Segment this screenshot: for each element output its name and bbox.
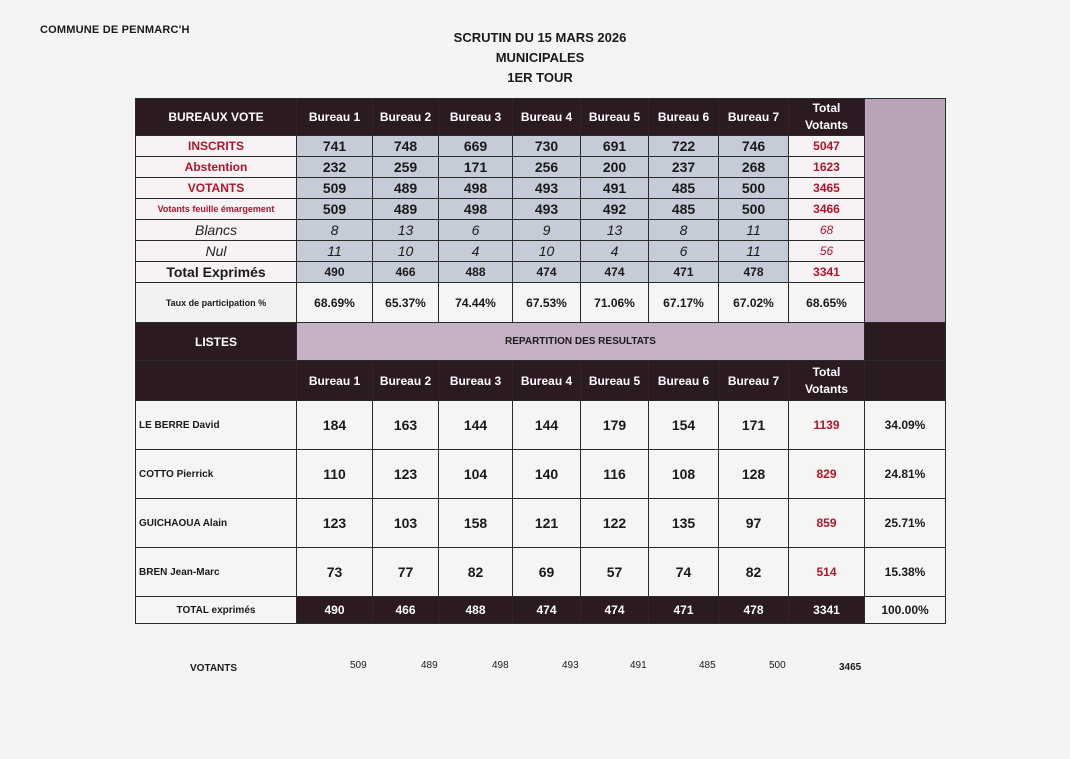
candidate-votes: 82	[439, 548, 513, 597]
document-header	[400, 28, 680, 88]
candidate-votes: 97	[719, 499, 789, 548]
total-header-line1: Total	[812, 101, 841, 115]
candidate-votes: 179	[581, 401, 649, 450]
candidate-row	[136, 499, 946, 548]
lists-header: LISTES	[136, 323, 297, 361]
candidate-votes: 158	[439, 499, 513, 548]
bureau-header: Bureau 1	[297, 361, 373, 401]
cell-value: 259	[373, 157, 439, 178]
cell-value: 6	[439, 220, 513, 241]
lilac-side-panel	[865, 99, 946, 323]
candidate-total: 1139	[789, 401, 865, 450]
cell-value: 466	[373, 262, 439, 283]
candidate-row	[136, 450, 946, 499]
candidate-votes: 128	[719, 450, 789, 499]
total-header-line2: Votants	[804, 118, 849, 132]
candidate-votes: 163	[373, 401, 439, 450]
candidate-votes: 82	[719, 548, 789, 597]
row-label: Nul	[136, 241, 297, 262]
cell-value: 509	[297, 178, 373, 199]
row-label: INSCRITS	[136, 136, 297, 157]
cell-value: 748	[373, 136, 439, 157]
row-label: Blancs	[136, 220, 297, 241]
cell-value: 11	[719, 241, 789, 262]
cell-value: 722	[649, 136, 719, 157]
cell-value: 268	[719, 157, 789, 178]
bureau-header: Bureau 5	[581, 99, 649, 136]
candidate-row	[136, 548, 946, 597]
candidate-votes: 73	[297, 548, 373, 597]
candidate-share: 25.71%	[865, 499, 946, 548]
cell-value: 730	[513, 136, 581, 157]
total-exprimes-value: 474	[581, 597, 649, 624]
cell-value: 232	[297, 157, 373, 178]
dark-corner	[865, 323, 946, 361]
cell-value: 691	[581, 136, 649, 157]
row-abstention	[136, 157, 946, 178]
row-label: Total Exprimés	[136, 262, 297, 283]
cell-value: 478	[719, 262, 789, 283]
cell-value: 11	[719, 220, 789, 241]
cell-value: 11	[297, 241, 373, 262]
cell-value: 65.37%	[373, 283, 439, 323]
cell-value: 471	[649, 262, 719, 283]
bureau-header: Bureau 7	[719, 361, 789, 401]
total-exprimes-label: TOTAL exprimés	[136, 597, 297, 624]
lists-band-row	[136, 323, 946, 361]
footer-votants-value: 485	[699, 660, 716, 671]
footer-votants-total: 3465	[839, 662, 862, 673]
cell-value: 13	[581, 220, 649, 241]
cell-value: 474	[581, 262, 649, 283]
row-nul	[136, 241, 946, 262]
candidate-votes: 122	[581, 499, 649, 548]
total-votants-header	[789, 99, 865, 136]
candidate-votes: 77	[373, 548, 439, 597]
footer-votants-value: 500	[769, 660, 786, 671]
row-total: 5047	[789, 136, 865, 157]
cell-value: 10	[513, 241, 581, 262]
bureau-header: Bureau 2	[373, 361, 439, 401]
row-total: 56	[789, 241, 865, 262]
total-exprimes-value: 490	[297, 597, 373, 624]
cell-value: 669	[439, 136, 513, 157]
row-total: 68.65%	[789, 283, 865, 323]
footer-votants-value: 489	[421, 660, 438, 671]
bureau-header: Bureau 5	[581, 361, 649, 401]
candidate-votes: 57	[581, 548, 649, 597]
bureau-header: Bureau 3	[439, 361, 513, 401]
cell-value: 237	[649, 157, 719, 178]
footer-votants-row	[0, 660, 1070, 676]
candidate-name: GUICHAOUA Alain	[136, 499, 297, 548]
cell-value: 491	[581, 178, 649, 199]
candidate-votes: 144	[513, 401, 581, 450]
cell-value: 474	[513, 262, 581, 283]
cell-value: 485	[649, 199, 719, 220]
results-table	[135, 98, 946, 624]
candidate-name: LE BERRE David	[136, 401, 297, 450]
cell-value: 10	[373, 241, 439, 262]
row-label: Abstention	[136, 157, 297, 178]
bureau-header: Bureau 4	[513, 361, 581, 401]
candidate-votes: 123	[297, 499, 373, 548]
candidate-votes: 123	[373, 450, 439, 499]
candidate-total: 829	[789, 450, 865, 499]
cell-value: 67.02%	[719, 283, 789, 323]
candidate-share: 15.38%	[865, 548, 946, 597]
cell-value: 200	[581, 157, 649, 178]
row-total: 3465	[789, 178, 865, 199]
document-round: 1ER TOUR	[507, 70, 573, 85]
total-header-line2: Votants	[804, 381, 849, 396]
cell-value: 498	[439, 199, 513, 220]
row-total: 68	[789, 220, 865, 241]
bureau-header: Bureau 6	[649, 99, 719, 136]
cell-value: 8	[649, 220, 719, 241]
cell-value: 489	[373, 178, 439, 199]
candidate-total: 514	[789, 548, 865, 597]
cell-value: 67.53%	[513, 283, 581, 323]
total-exprimes-total: 3341	[789, 597, 865, 624]
cell-value: 488	[439, 262, 513, 283]
candidate-votes: 154	[649, 401, 719, 450]
cell-value: 71.06%	[581, 283, 649, 323]
candidate-votes: 110	[297, 450, 373, 499]
footer-votants-value: 498	[492, 660, 509, 671]
row-label: VOTANTS	[136, 178, 297, 199]
dark-corner	[136, 361, 297, 401]
candidate-total: 859	[789, 499, 865, 548]
candidate-name: COTTO Pierrick	[136, 450, 297, 499]
total-header-line1: Total	[812, 364, 841, 379]
cell-value: 67.17%	[649, 283, 719, 323]
total-votants-header	[789, 361, 865, 401]
total-exprimes-share: 100.00%	[865, 597, 946, 624]
candidate-votes: 171	[719, 401, 789, 450]
row-total: 3341	[789, 262, 865, 283]
row-blancs	[136, 220, 946, 241]
dark-corner	[865, 361, 946, 401]
candidate-votes: 103	[373, 499, 439, 548]
candidate-votes: 74	[649, 548, 719, 597]
document-title: SCRUTIN DU 15 MARS 2026	[453, 30, 627, 45]
cell-value: 9	[513, 220, 581, 241]
cell-value: 489	[373, 199, 439, 220]
cell-value: 74.44%	[439, 283, 513, 323]
cell-value: 171	[439, 157, 513, 178]
candidate-name: BREN Jean-Marc	[136, 548, 297, 597]
cell-value: 68.69%	[297, 283, 373, 323]
candidate-share: 24.81%	[865, 450, 946, 499]
cell-value: 500	[719, 178, 789, 199]
total-exprimes-value: 474	[513, 597, 581, 624]
candidate-row	[136, 401, 946, 450]
total-exprimes-value: 471	[649, 597, 719, 624]
row-inscrits	[136, 136, 946, 157]
commune-name: COMMUNE DE PENMARC'H	[40, 24, 190, 36]
footer-votants-value: 491	[630, 660, 647, 671]
cell-value: 746	[719, 136, 789, 157]
row-total-exprimes	[136, 262, 946, 283]
bureau-header: Bureau 4	[513, 99, 581, 136]
candidate-votes: 69	[513, 548, 581, 597]
bureau-header: Bureau 3	[439, 99, 513, 136]
footer-votants-value: 493	[562, 660, 579, 671]
cell-value: 8	[297, 220, 373, 241]
row-total: 3466	[789, 199, 865, 220]
document-subtitle: MUNICIPALES	[495, 50, 585, 65]
cell-value: 4	[439, 241, 513, 262]
footer-votants-label: VOTANTS	[190, 663, 238, 674]
cell-value: 4	[581, 241, 649, 262]
cell-value: 13	[373, 220, 439, 241]
cell-value: 256	[513, 157, 581, 178]
candidate-votes: 135	[649, 499, 719, 548]
cell-value: 509	[297, 199, 373, 220]
bureau-header: Bureau 2	[373, 99, 439, 136]
cell-value: 493	[513, 178, 581, 199]
row-label: Votants feuille émargement	[136, 199, 297, 220]
total-exprimes-value: 488	[439, 597, 513, 624]
candidate-votes: 140	[513, 450, 581, 499]
candidate-votes: 184	[297, 401, 373, 450]
repartition-band: REPARTITION DES RESULTATS	[297, 323, 865, 361]
candidate-votes: 116	[581, 450, 649, 499]
total-exprimes-row	[136, 597, 946, 624]
cell-value: 490	[297, 262, 373, 283]
cell-value: 485	[649, 178, 719, 199]
row-votants	[136, 178, 946, 199]
bureau-header: Bureau 1	[297, 99, 373, 136]
candidate-votes: 108	[649, 450, 719, 499]
total-exprimes-value: 478	[719, 597, 789, 624]
footer-votants-value: 509	[350, 660, 367, 671]
bureau-header: Bureau 6	[649, 361, 719, 401]
total-exprimes-value: 466	[373, 597, 439, 624]
row-label: Taux de participation %	[136, 283, 297, 323]
row-participation	[136, 283, 946, 323]
candidate-votes: 104	[439, 450, 513, 499]
cell-value: 500	[719, 199, 789, 220]
cell-value: 6	[649, 241, 719, 262]
candidate-votes: 144	[439, 401, 513, 450]
bureau-header-row	[136, 99, 946, 136]
candidate-share: 34.09%	[865, 401, 946, 450]
bureau-header: Bureau 7	[719, 99, 789, 136]
results-header-row	[136, 361, 946, 401]
candidate-votes: 121	[513, 499, 581, 548]
cell-value: 492	[581, 199, 649, 220]
cell-value: 498	[439, 178, 513, 199]
row-total: 1623	[789, 157, 865, 178]
cell-value: 741	[297, 136, 373, 157]
bureaux-vote-header: BUREAUX VOTE	[136, 99, 297, 136]
row-emargement	[136, 199, 946, 220]
cell-value: 493	[513, 199, 581, 220]
